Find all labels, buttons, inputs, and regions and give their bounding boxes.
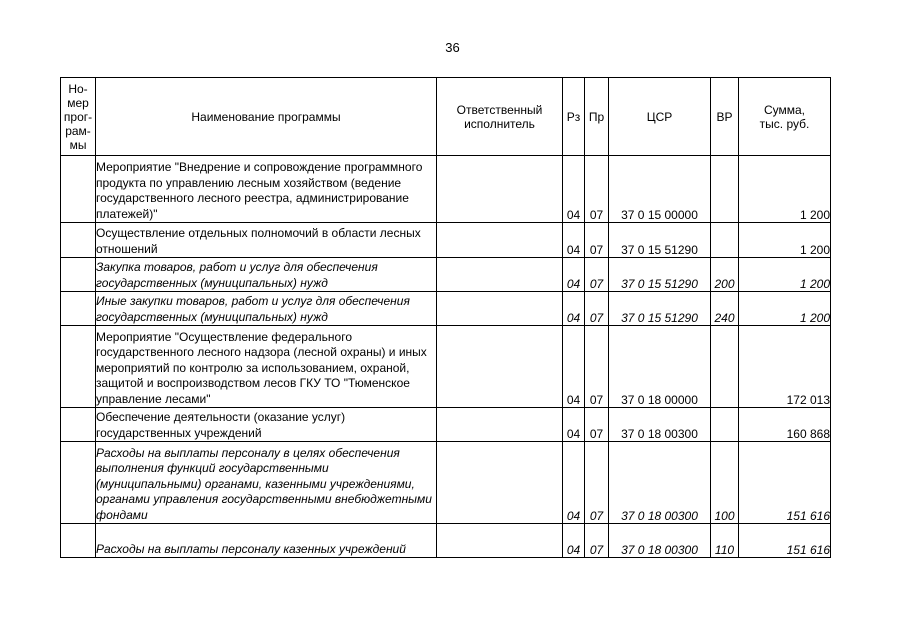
cell-sum: 1 200	[739, 156, 831, 223]
cell-pr: 07	[585, 156, 609, 223]
page-number: 36	[445, 40, 460, 55]
table-header-row	[61, 78, 831, 156]
cell-program-number	[61, 258, 96, 292]
table-row	[61, 408, 831, 442]
header-vr: ВР	[711, 78, 739, 156]
cell-csr: 37 0 15 51290	[609, 223, 711, 258]
budget-table	[60, 77, 831, 558]
cell-responsible	[437, 442, 563, 524]
cell-csr: 37 0 18 00300	[609, 442, 711, 524]
header-program-name: Наименование программы	[96, 78, 437, 156]
header-sum-line: тыс. руб.	[759, 116, 810, 131]
cell-pr: 07	[585, 326, 609, 408]
cell-sum: 172 013	[739, 326, 831, 408]
cell-responsible	[437, 524, 563, 558]
cell-program-number	[61, 442, 96, 524]
cell-program-number	[61, 292, 96, 326]
cell-pr: 07	[585, 258, 609, 292]
cell-rz: 04	[563, 326, 585, 408]
table-row	[61, 223, 831, 258]
cell-rz: 04	[563, 442, 585, 524]
cell-sum: 1 200	[739, 258, 831, 292]
header-num-line: прог-	[63, 109, 93, 124]
header-program-number	[61, 78, 96, 156]
cell-vr: 200	[711, 258, 739, 292]
cell-pr: 07	[585, 408, 609, 442]
cell-responsible	[437, 292, 563, 326]
table-row	[61, 326, 831, 408]
cell-sum: 151 616	[739, 524, 831, 558]
cell-rz: 04	[563, 408, 585, 442]
header-sum	[739, 78, 831, 156]
header-rz: Рз	[563, 78, 585, 156]
header-responsible-line: исполнитель	[464, 116, 535, 131]
cell-csr: 37 0 18 00300	[609, 408, 711, 442]
cell-rz: 04	[563, 292, 585, 326]
cell-program-number	[61, 408, 96, 442]
cell-vr	[711, 223, 739, 258]
cell-vr	[711, 326, 739, 408]
cell-program-name: Мероприятие "Осуществление федерального государственного лесного надзора (лесной охраны) и иных мероприятий по контролю за использованием, охраной, защитой и воспроизводством лесов ГКУ ТО "Тюменское управление лесами"	[96, 326, 437, 408]
cell-program-name: Мероприятие "Внедрение и сопровождение программного продукта по управлению лесным хозяйством (ведение государственного лесного реестра, администрирование платежей)"	[96, 156, 437, 223]
table-row	[61, 524, 831, 558]
cell-csr: 37 0 18 00300	[609, 524, 711, 558]
header-pr: Пр	[585, 78, 609, 156]
cell-program-number	[61, 524, 96, 558]
cell-csr: 37 0 15 51290	[609, 292, 711, 326]
cell-pr: 07	[585, 442, 609, 524]
cell-pr: 07	[585, 223, 609, 258]
cell-responsible	[437, 408, 563, 442]
header-num-line: Но-	[68, 81, 88, 96]
header-responsible	[437, 78, 563, 156]
cell-vr: 110	[711, 524, 739, 558]
cell-program-name: Осуществление отдельных полномочий в области лесных отношений	[96, 223, 437, 258]
cell-vr: 100	[711, 442, 739, 524]
cell-vr	[711, 156, 739, 223]
cell-program-name: Закупка товаров, работ и услуг для обеспечения государственных (муниципальных) нужд	[96, 258, 437, 292]
header-num-line: рам-	[65, 123, 91, 138]
cell-program-name: Обеспечение деятельности (оказание услуг) государственных учреждений	[96, 408, 437, 442]
cell-vr	[711, 408, 739, 442]
cell-program-name: Расходы на выплаты персоналу казенных учреждений	[96, 524, 437, 558]
header-sum-line: Сумма,	[763, 102, 806, 117]
cell-rz: 04	[563, 258, 585, 292]
table-row	[61, 292, 831, 326]
table-row	[61, 258, 831, 292]
table-row	[61, 442, 831, 524]
cell-responsible	[437, 156, 563, 223]
cell-csr: 37 0 15 00000	[609, 156, 711, 223]
cell-sum: 160 868	[739, 408, 831, 442]
header-responsible-line: Ответственный	[456, 102, 543, 117]
cell-sum: 1 200	[739, 292, 831, 326]
cell-pr: 07	[585, 292, 609, 326]
cell-responsible	[437, 223, 563, 258]
header-num-line: мы	[69, 137, 87, 152]
cell-program-name: Расходы на выплаты персоналу в целях обеспечения выполнения функций государственными (муниципальными) органами, казенными учреждениями, органами управления государственными внебюджетными фондами	[96, 442, 437, 524]
cell-program-number	[61, 326, 96, 408]
header-csr: ЦСР	[609, 78, 711, 156]
table-row	[61, 156, 831, 223]
cell-program-number	[61, 223, 96, 258]
cell-csr: 37 0 18 00000	[609, 326, 711, 408]
header-num-line: мер	[67, 95, 89, 110]
cell-rz: 04	[563, 156, 585, 223]
cell-csr: 37 0 15 51290	[609, 258, 711, 292]
cell-rz: 04	[563, 223, 585, 258]
cell-rz: 04	[563, 524, 585, 558]
cell-program-number	[61, 156, 96, 223]
cell-sum: 1 200	[739, 223, 831, 258]
cell-vr: 240	[711, 292, 739, 326]
cell-program-name: Иные закупки товаров, работ и услуг для обеспечения государственных (муниципальных) нужд	[96, 292, 437, 326]
cell-sum: 151 616	[739, 442, 831, 524]
cell-responsible	[437, 258, 563, 292]
cell-responsible	[437, 326, 563, 408]
cell-pr: 07	[585, 524, 609, 558]
